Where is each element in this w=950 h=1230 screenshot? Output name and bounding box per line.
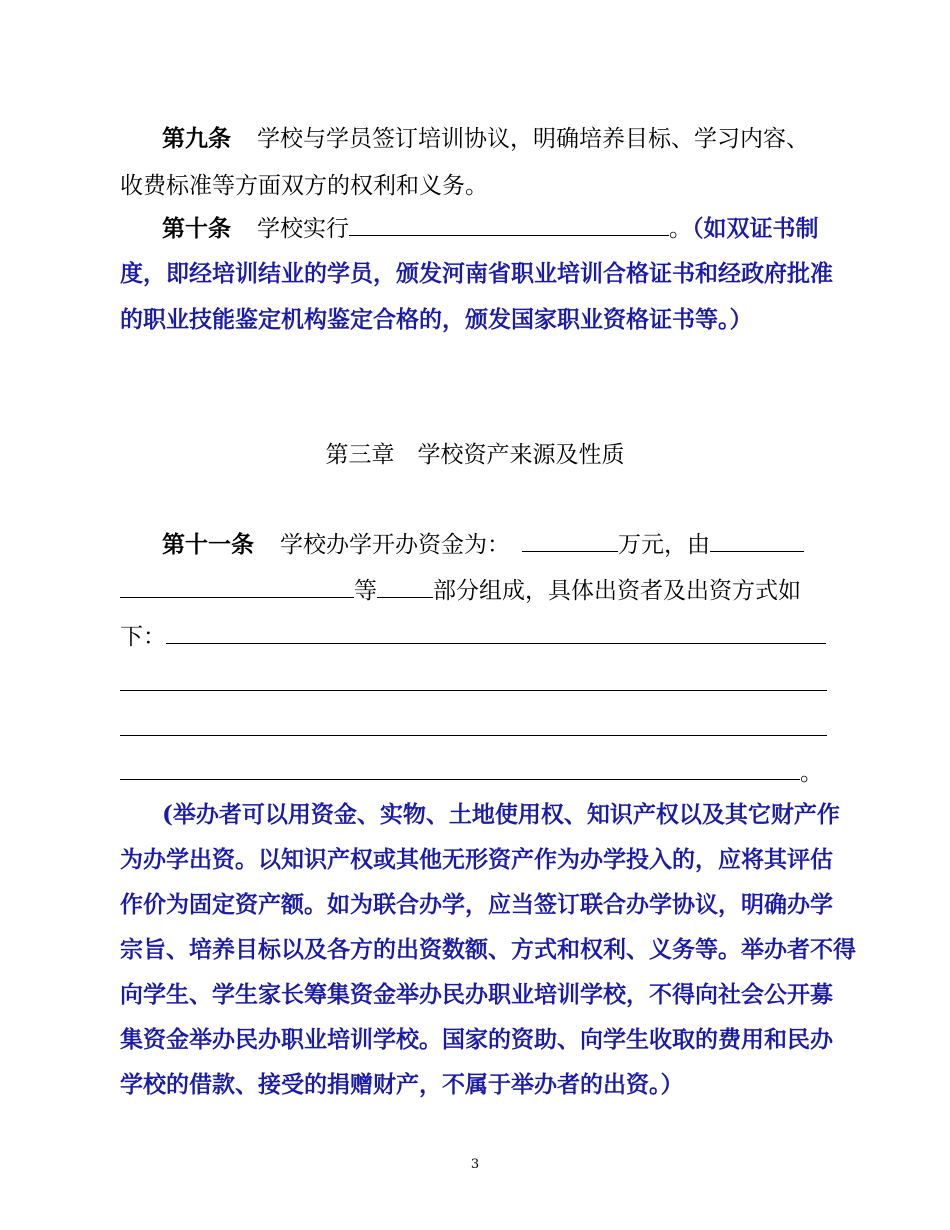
article-11-text-4: 部分组成，具体出资者及出资方式如 [433, 578, 801, 604]
page-number: 3 [470, 1157, 480, 1172]
article-9-line-2 [120, 171, 830, 201]
article-10-blank[interactable] [349, 215, 669, 236]
contributor-blank-2[interactable] [120, 577, 354, 598]
article-11-line-2 [120, 576, 830, 606]
article-10-text: 学校实行 [257, 216, 349, 242]
article-11-note-5: 向学生、学生家长筹集资金举办民办职业培训学校，不得向社会公开募 [120, 981, 833, 1008]
article-10-note-2: 度，即经培训结业的学员，颁发河南省职业培训合格证书和经政府批准 [120, 260, 833, 287]
article-11-note-3: 作价为固定资产额。如为联合办学，应当签订联合办学协议，明确办学 [120, 891, 833, 918]
article-11-text-3: 等 [354, 578, 377, 604]
article-9-text-2: 收费标准等方面双方的权利和义务。 [120, 173, 488, 199]
article-10-end: 。 [669, 216, 692, 242]
article-11-line-3 [120, 622, 830, 652]
article-11-text-2: 万元，由 [618, 532, 710, 558]
article-11-end: 。 [800, 760, 823, 786]
article-10-note-3: 的职业技能鉴定机构鉴定合格的，颁发国家职业资格证书等。） [120, 306, 753, 333]
article-11-label: 第十一条 [162, 531, 254, 558]
article-10-label: 第十条 [162, 215, 231, 242]
chapter-3-heading: 第三章 学校资产来源及性质 [325, 442, 625, 468]
article-11-note-4: 宗旨、培养目标以及各方的出资数额、方式和权利、义务等。举办者不得 [120, 936, 856, 963]
capital-amount-blank[interactable] [522, 531, 618, 552]
article-9-label: 第九条 [162, 125, 231, 152]
investment-details-blank-2[interactable] [120, 690, 827, 691]
article-9-text-1: 学校与学员签订培训协议，明确培养目标、学习内容、 [257, 126, 809, 152]
investment-details-blank-4[interactable] [120, 759, 800, 780]
article-10-note-1: （如双证书制 [692, 215, 819, 242]
article-10-line-1 [162, 214, 830, 244]
article-11-text-1: 学校办学开办资金为： [280, 532, 510, 558]
investment-details-blank-3[interactable] [120, 735, 827, 736]
parts-count-blank[interactable] [377, 577, 433, 598]
article-11-line-6 [120, 758, 830, 788]
article-11-note-1: (举办者可以用资金、实物、土地使用权、知识产权以及其它财产作 [162, 801, 840, 828]
contributor-blank-1[interactable] [710, 531, 804, 552]
article-11-text-5: 下： [120, 624, 166, 650]
article-11-note-2: 为办学出资。以知识产权或其他无形资产作为办学投入的，应将其评估 [120, 846, 833, 873]
article-11-line-1 [162, 530, 830, 560]
article-9-line-1 [162, 124, 830, 154]
article-11-note-6: 集资金举办民办职业培训学校。国家的资助、向学生收取的费用和民办 [120, 1026, 833, 1053]
investment-details-blank-1[interactable] [166, 623, 826, 644]
article-11-note-7: 学校的借款、接受的捐赠财产，不属于举办者的出资。） [120, 1071, 684, 1098]
